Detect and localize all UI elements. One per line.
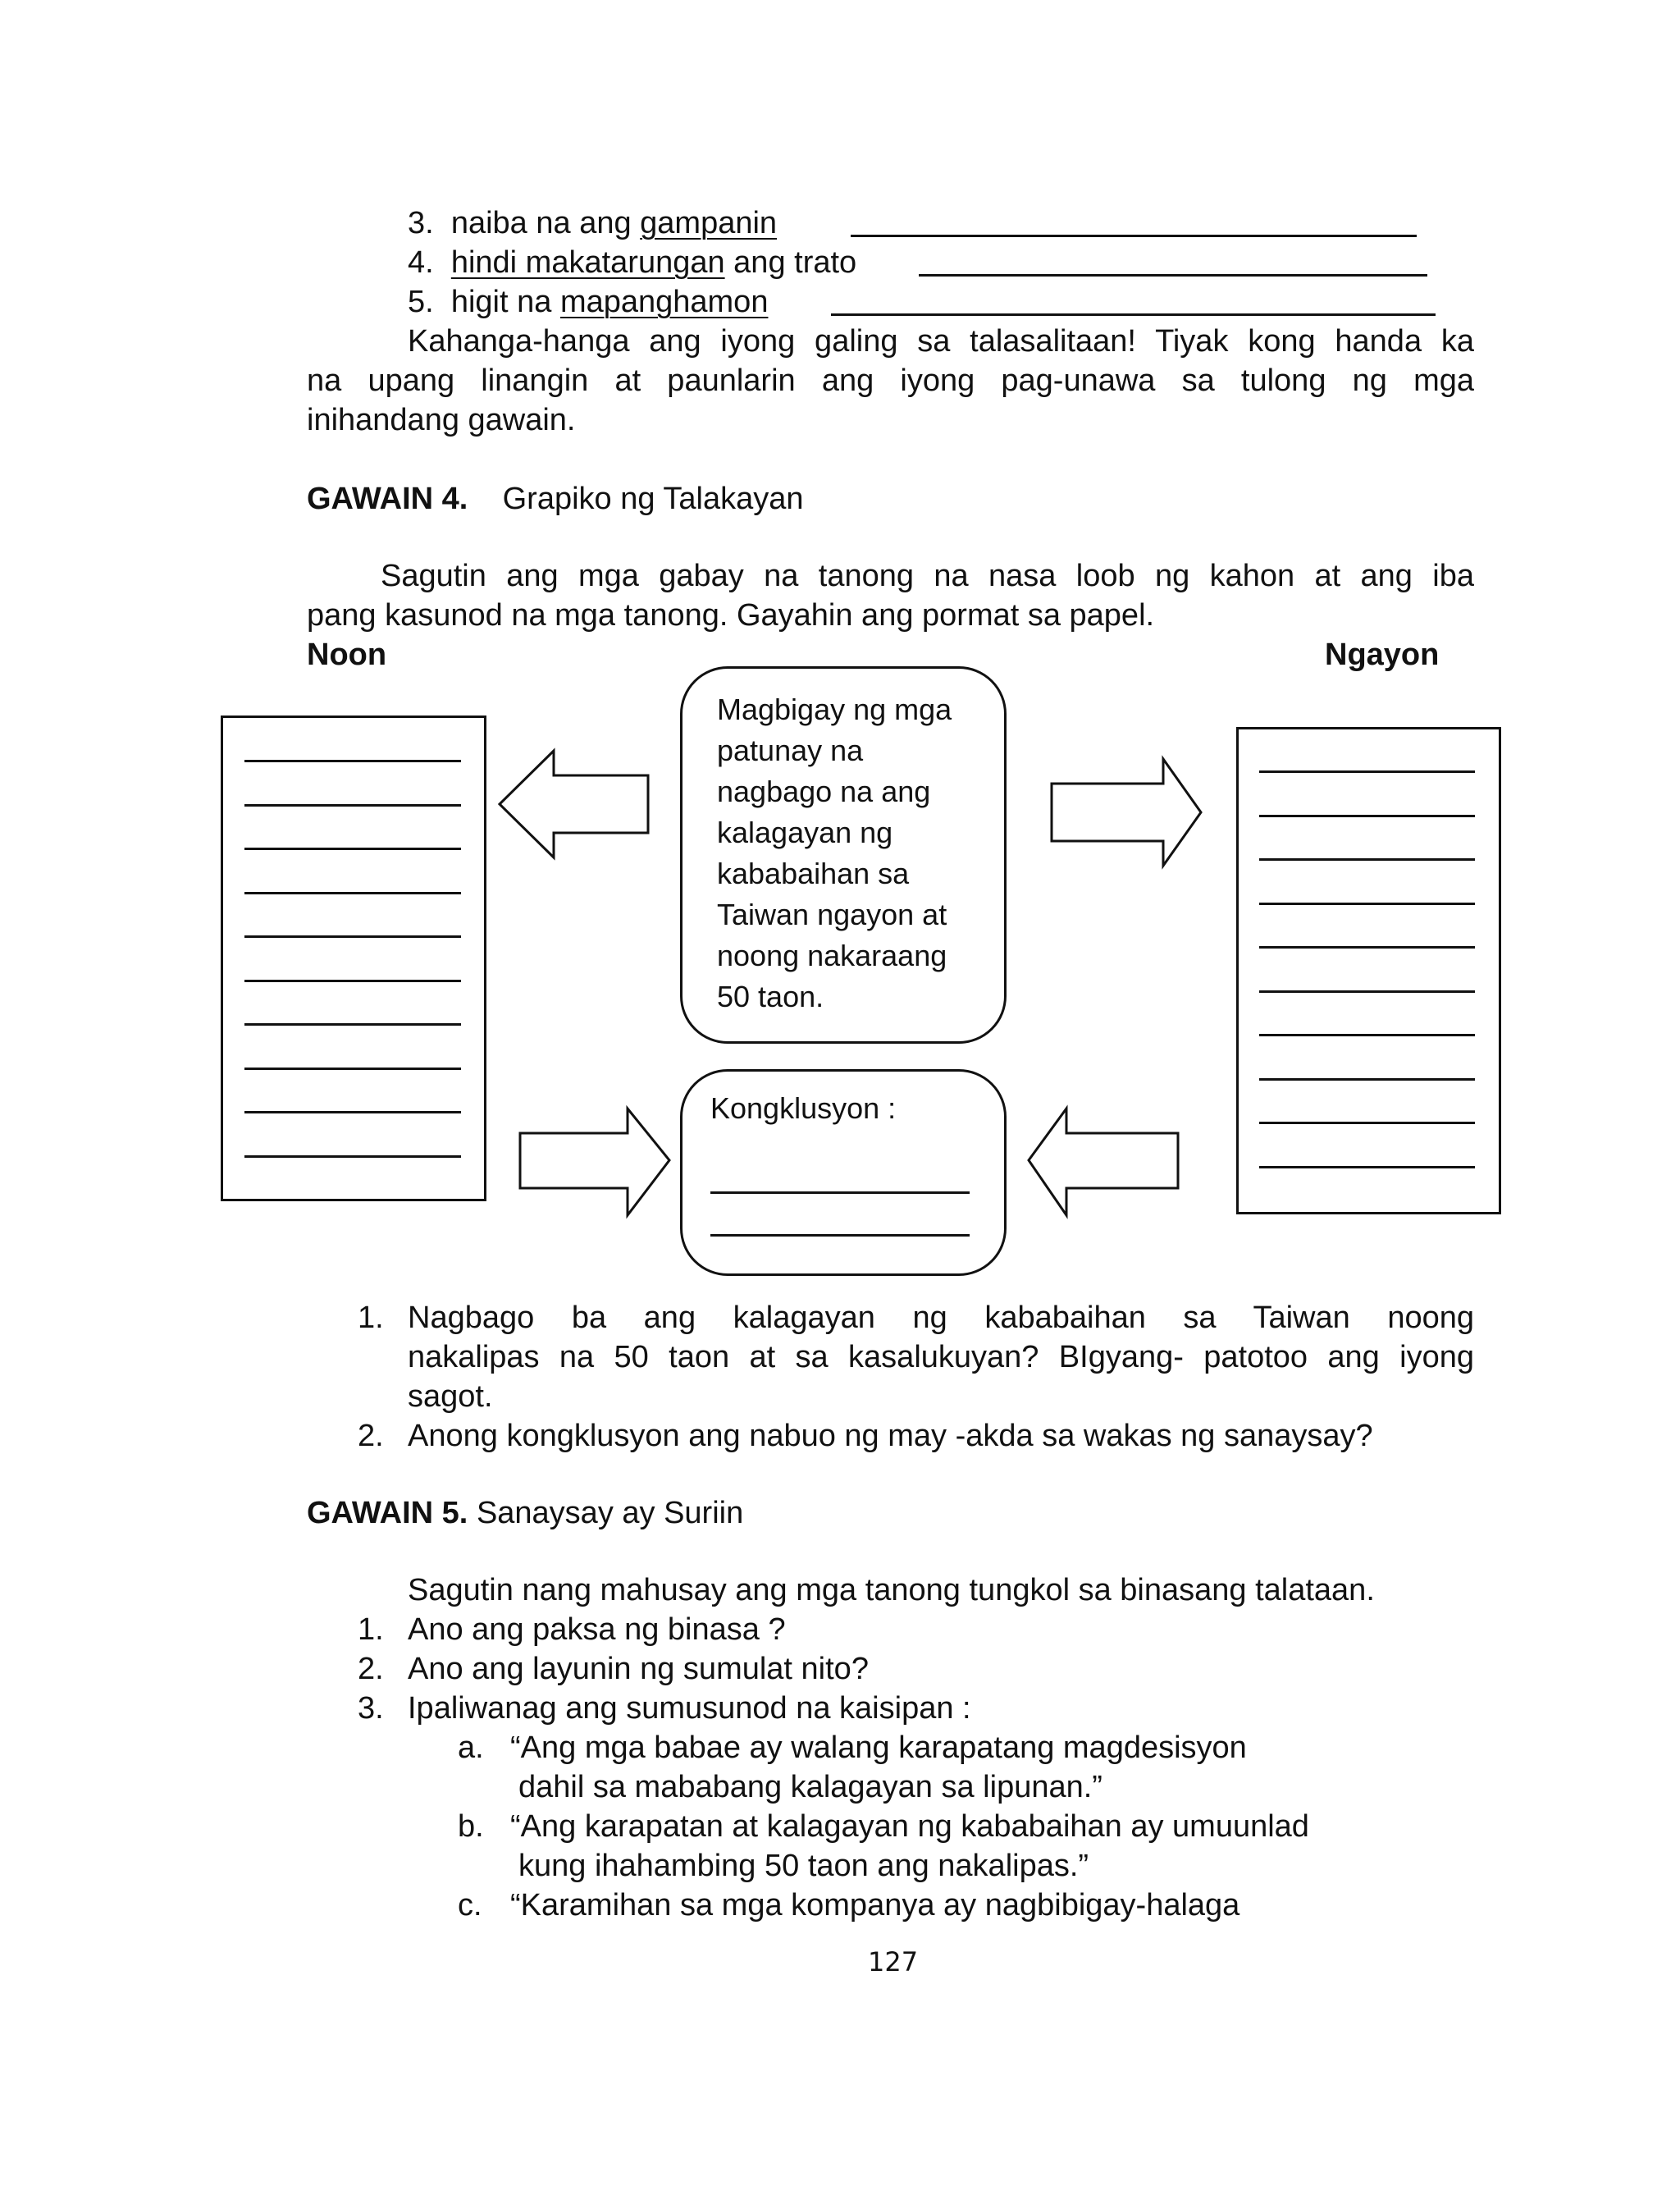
answer-line — [244, 760, 461, 762]
vocab-term: mapanghamon — [559, 285, 769, 319]
conclusion-line — [710, 1191, 970, 1194]
sub-c-line-1: “Karamihan sa mga kompanya ay nagbibigay-halaga — [510, 1888, 1240, 1923]
answer-line — [1259, 903, 1475, 905]
gawain4-label: GAWAIN 4. — [307, 482, 468, 516]
arrow-left-top-icon — [496, 747, 652, 862]
center-line: Magbigay ng mga — [717, 693, 952, 726]
vocab-item-4 — [408, 243, 856, 282]
intro-line-3: inihandang gawain. — [307, 403, 576, 437]
noon-answer-box[interactable] — [221, 716, 486, 1201]
sub-b-line-1: “Ang karapatan at kalagayan ng kababaihan ay umuunlad — [510, 1809, 1309, 1844]
intro-line-2: na upang linangin at paunlarin ang iyong pag-unawa sa tulong ng mga — [307, 363, 1474, 398]
center-question-text — [717, 689, 952, 1017]
vocab-term: hindi makatarungan — [450, 245, 725, 280]
noon-heading: Noon — [307, 638, 387, 672]
gawain5-title: Sanaysay ay Suriin — [476, 1496, 744, 1530]
g5-q1-number: 1. — [358, 1612, 384, 1647]
gawain5-heading — [307, 1493, 743, 1533]
gawain4-instruction-line-2: pang kasunod na mga tanong. Gayahin ang pormat sa papel. — [307, 598, 1155, 633]
answer-line — [1259, 1166, 1475, 1168]
g5-q2-number: 2. — [358, 1652, 384, 1686]
answer-line — [1259, 815, 1475, 817]
g5-q1-text: Ano ang paksa ng binasa ? — [408, 1612, 786, 1647]
center-line: noong nakaraang — [717, 939, 947, 972]
answer-line — [244, 848, 461, 850]
answer-line — [244, 1111, 461, 1113]
answer-blank[interactable] — [831, 286, 1436, 316]
sub-c-letter: c. — [458, 1888, 482, 1923]
conclusion-label: Kongklusyon : — [710, 1091, 897, 1125]
ngayon-answer-box[interactable] — [1236, 727, 1501, 1214]
g4-q2-number: 2. — [358, 1419, 384, 1453]
g4-q1-line-1: Nagbago ba ang kalagayan ng kababaihan sa Taiwan noong — [408, 1301, 1474, 1335]
g5-q3-text: Ipaliwanag ang sumusunod na kaisipan : — [408, 1691, 971, 1726]
answer-line — [1259, 1122, 1475, 1124]
g5-q2-text: Ano ang layunin ng sumulat nito? — [408, 1652, 869, 1686]
ngayon-heading: Ngayon — [1325, 638, 1440, 672]
answer-line — [244, 935, 461, 938]
item-text: naiba na ang — [450, 206, 632, 240]
center-line: kalagayan ng — [717, 816, 893, 849]
conclusion-line — [710, 1234, 970, 1237]
vocab-item-5 — [408, 282, 768, 322]
sub-a-line-2: dahil sa mababang kalagayan sa lipunan.” — [518, 1770, 1102, 1804]
answer-line — [1259, 946, 1475, 949]
item-number: 5. — [408, 285, 434, 319]
answer-line — [244, 1023, 461, 1026]
item-text: higit na — [450, 285, 552, 319]
answer-line — [1259, 1078, 1475, 1081]
answer-line — [1259, 990, 1475, 993]
vocab-term: gampanin — [640, 206, 778, 240]
item-text: ang trato — [733, 245, 857, 280]
g4-q1-line-2: nakalipas na 50 taon at sa kasalukuyan? BIgyang- patotoo ang iyong — [408, 1340, 1474, 1374]
g4-q2-line-1: Anong kongklusyon ang nabuo ng may -akda sa wakas ng sanaysay? — [408, 1419, 1373, 1453]
vocab-item-3 — [408, 203, 777, 243]
arrow-left-bottom-icon — [1025, 1106, 1181, 1221]
gawain5-label: GAWAIN 5. — [307, 1496, 468, 1530]
item-number: 3. — [408, 206, 434, 240]
gawain5-instruction: Sagutin nang mahusay ang mga tanong tungkol sa binasang talataan. — [408, 1573, 1375, 1607]
sub-a-letter: a. — [458, 1731, 484, 1765]
arrow-right-bottom-icon — [517, 1106, 673, 1221]
center-line: Taiwan ngayon at — [717, 898, 947, 931]
g5-q3-number: 3. — [358, 1691, 384, 1726]
page-number: 127 — [868, 1946, 919, 1977]
answer-line — [1259, 1034, 1475, 1036]
answer-line — [244, 892, 461, 894]
answer-line — [1259, 770, 1475, 773]
item-number: 4. — [408, 245, 434, 280]
gawain4-instruction-line-1: Sagutin ang mga gabay na tanong na nasa loob ng kahon at ang iba — [381, 559, 1474, 593]
answer-line — [244, 980, 461, 982]
answer-blank[interactable] — [851, 207, 1417, 237]
center-line: nagbago na ang — [717, 775, 931, 808]
center-line: patunay na — [717, 734, 864, 767]
answer-line — [244, 1068, 461, 1070]
sub-a-line-1: “Ang mga babae ay walang karapatang magdesisyon — [510, 1731, 1247, 1765]
answer-line — [244, 1155, 461, 1158]
g4-q1-line-3: sagot. — [408, 1379, 493, 1414]
arrow-right-top-icon — [1048, 755, 1204, 870]
answer-blank[interactable] — [919, 246, 1427, 277]
sub-b-line-2: kung ihahambing 50 taon ang nakalipas.” — [518, 1849, 1089, 1883]
answer-line — [1259, 858, 1475, 861]
gawain4-heading — [307, 479, 803, 519]
center-line: kababaihan sa — [717, 857, 910, 890]
intro-line-1: Kahanga-hanga ang iyong galing sa talasalitaan! Tiyak kong handa ka — [408, 324, 1474, 359]
g4-q1-number: 1. — [358, 1301, 384, 1335]
center-line: 50 taon. — [717, 980, 824, 1013]
answer-line — [244, 804, 461, 807]
sub-b-letter: b. — [458, 1809, 484, 1844]
gawain4-title: Grapiko ng Talakayan — [502, 482, 804, 516]
